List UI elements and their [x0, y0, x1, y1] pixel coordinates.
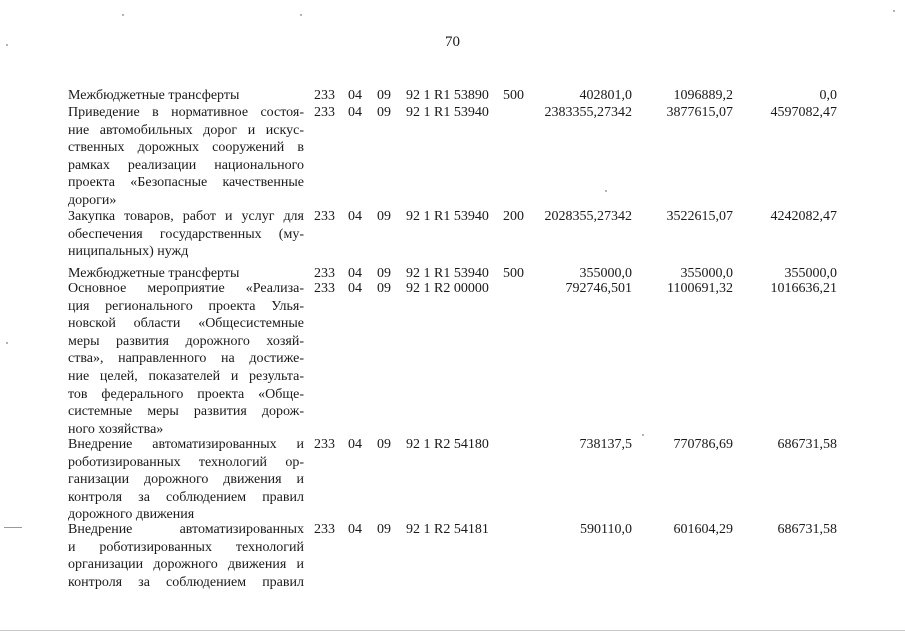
amount-year-3: 686731,58	[777, 437, 837, 452]
description-line: ганизации дорожного движения и	[68, 472, 304, 488]
table-row	[0, 208, 905, 261]
target-item-code: 92 1 R1 53940	[406, 266, 489, 281]
scan-dot	[122, 14, 124, 16]
scan-dot	[893, 10, 895, 12]
description-line: ция регионального проекта Улья-	[68, 298, 304, 314]
section-code: 04	[348, 88, 362, 103]
section-code: 04	[348, 437, 362, 452]
description-line: ства», направленного на достиже-	[68, 351, 304, 367]
description-line: ние целей, показателей и результа-	[68, 368, 304, 384]
amount-year-3: 0,0	[819, 88, 837, 103]
description-line: и роботизированных технологий	[68, 539, 304, 555]
amount-year-2: 3522615,07	[666, 209, 733, 224]
row-description	[68, 280, 304, 438]
scan-dot	[642, 434, 644, 436]
description-line: проекта «Безопасные качественные	[68, 175, 304, 191]
ministry-code: 233	[314, 88, 335, 103]
section-code: 04	[348, 105, 362, 120]
amount-year-3: 686731,58	[777, 522, 837, 537]
amount-year-3: 4242082,47	[770, 209, 837, 224]
row-description	[68, 104, 304, 210]
section-code: 04	[348, 522, 362, 537]
description-line: Внедрение автоматизированных и	[68, 437, 304, 452]
table-row	[0, 436, 905, 524]
description-line: Приведение в нормативное состоя-	[68, 105, 304, 120]
amount-year-2: 355000,0	[680, 266, 733, 281]
description-line: ственных дорожных сооружений в	[68, 140, 304, 156]
description-line: Межбюджетные трансферты	[68, 88, 240, 103]
target-item-code: 92 1 R2 54180	[406, 437, 489, 452]
amount-year-2: 770786,69	[673, 437, 733, 452]
subsection-code: 09	[377, 281, 391, 296]
description-line: ниципальных) нужд	[68, 244, 189, 260]
description-line: дорожного движения	[68, 507, 195, 523]
amount-year-3: 355000,0	[784, 266, 837, 281]
ministry-code: 233	[314, 281, 335, 296]
target-item-code: 92 1 R2 00000	[406, 281, 489, 296]
expense-type-code: 500	[503, 88, 524, 103]
table-row	[0, 280, 905, 438]
row-description	[68, 436, 304, 524]
description-line: Закупка товаров, работ и услуг для	[68, 209, 304, 224]
page-number: 70	[445, 34, 460, 50]
row-description	[68, 521, 304, 591]
description-line: рамках реализации национального	[68, 157, 304, 173]
scan-margin-mark	[4, 527, 22, 528]
description-line: ного хозяйства»	[68, 421, 164, 437]
subsection-code: 09	[377, 88, 391, 103]
amount-year-1: 590110,0	[580, 522, 632, 537]
scan-dot	[6, 342, 8, 344]
ministry-code: 233	[314, 522, 335, 537]
amount-year-3: 1016636,21	[770, 281, 837, 296]
table-row	[0, 87, 905, 105]
description-line: ние автомобильных дорог и искус-	[68, 122, 304, 138]
subsection-code: 09	[377, 209, 391, 224]
description-line: обеспечения государственных (му-	[68, 226, 304, 242]
amount-year-1: 2028355,27342	[544, 209, 632, 224]
ministry-code: 233	[314, 105, 335, 120]
amount-year-2: 1100691,32	[667, 281, 733, 296]
row-description	[68, 87, 304, 105]
scan-dot	[300, 14, 302, 16]
amount-year-1: 402801,0	[579, 88, 632, 103]
description-line: системные меры развития дорож-	[68, 404, 304, 420]
scan-dot	[6, 44, 8, 46]
amount-year-2: 1096889,2	[673, 88, 733, 103]
description-line: тов федерального проекта «Обще-	[68, 386, 304, 402]
amount-year-2: 601604,29	[673, 522, 733, 537]
amount-year-1: 792746,501	[565, 281, 632, 296]
subsection-code: 09	[377, 105, 391, 120]
table-row	[0, 521, 905, 591]
description-line: меры развития дорожного хозяй-	[68, 333, 304, 349]
expense-type-code: 200	[503, 209, 524, 224]
subsection-code: 09	[377, 437, 391, 452]
section-code: 04	[348, 281, 362, 296]
amount-year-1: 2383355,27342	[544, 105, 632, 120]
target-item-code: 92 1 R1 53940	[406, 105, 489, 120]
amount-year-1: 355000,0	[579, 266, 632, 281]
description-line: контроля за соблюдением правил	[68, 489, 304, 505]
subsection-code: 09	[377, 266, 391, 281]
description-line: Межбюджетные трансферты	[68, 266, 240, 281]
target-item-code: 92 1 R1 53890	[406, 88, 489, 103]
table-row	[0, 104, 905, 210]
amount-year-1: 738137,5	[579, 437, 632, 452]
ministry-code: 233	[314, 209, 335, 224]
section-code: 04	[348, 209, 362, 224]
description-line: Внедрение автоматизированных	[68, 522, 304, 537]
description-line: роботизированных технологий ор-	[68, 454, 304, 470]
description-line: новской области «Общесистемные	[68, 316, 304, 332]
scan-edge-line	[0, 630, 905, 631]
description-line: Основное мероприятие «Реализа-	[68, 281, 304, 296]
subsection-code: 09	[377, 522, 391, 537]
scan-dot	[605, 190, 607, 192]
description-line: контроля за соблюдением правил	[68, 574, 304, 590]
expense-type-code: 500	[503, 266, 524, 281]
row-description	[68, 208, 304, 261]
amount-year-2: 3877615,07	[666, 105, 733, 120]
target-item-code: 92 1 R2 54181	[406, 522, 489, 537]
description-line: дороги»	[68, 192, 117, 208]
description-line: организации дорожного движения и	[68, 557, 304, 573]
ministry-code: 233	[314, 437, 335, 452]
ministry-code: 233	[314, 266, 335, 281]
target-item-code: 92 1 R1 53940	[406, 209, 489, 224]
amount-year-3: 4597082,47	[770, 105, 837, 120]
section-code: 04	[348, 266, 362, 281]
